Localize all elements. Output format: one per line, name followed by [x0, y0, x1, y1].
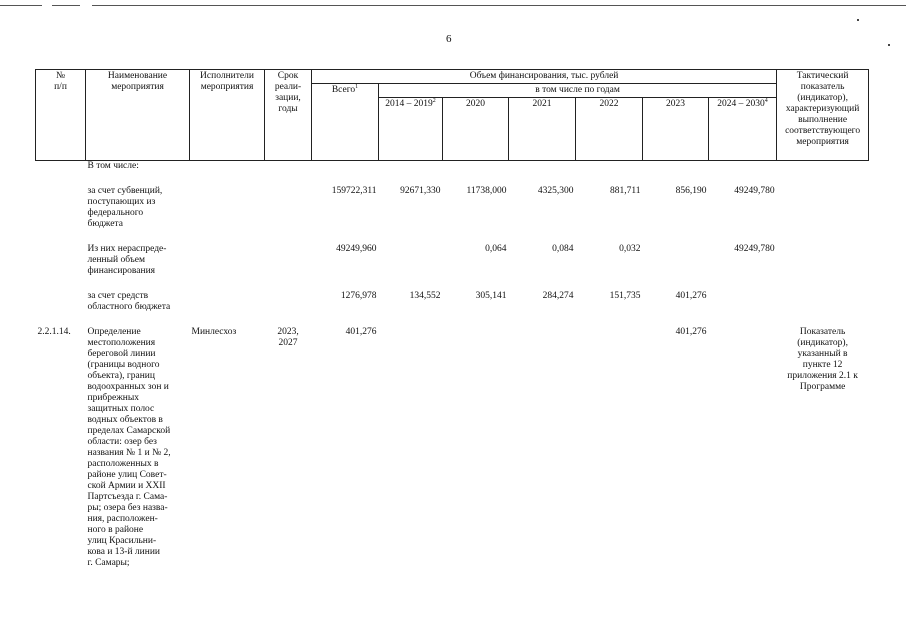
- row-number: [36, 244, 86, 277]
- row-number: 2.2.1.14.: [37, 327, 71, 337]
- header-no: [36, 70, 86, 161]
- header-indicator-text: Тактический показатель (индикатор), характеризующий выполнение соответствующего мероприятия: [785, 71, 861, 147]
- page-number: 6: [446, 33, 452, 45]
- row-spacer-cell: [36, 313, 869, 327]
- amount-2024-2030: [709, 327, 777, 569]
- amount-2014-2019: [379, 327, 443, 569]
- top-border-line: [52, 5, 80, 6]
- table-row: [36, 244, 869, 277]
- amount-2023: [643, 244, 709, 277]
- amount-2021: 0,084: [552, 244, 574, 254]
- header-no-text: № п/п: [54, 71, 67, 92]
- table-header: [36, 70, 869, 161]
- header-year-footnote: 4: [764, 97, 768, 104]
- amount-2024-2030: 49249,780: [734, 186, 775, 196]
- activity-name: Из них нераспреде- ленный объем финансирования: [87, 244, 167, 276]
- header-indicator: [777, 70, 869, 161]
- amount-2023: 856,190: [675, 186, 707, 196]
- row-spacer: [36, 172, 869, 186]
- header-year: [643, 98, 709, 161]
- header-year: [509, 98, 576, 161]
- table-row: [36, 291, 869, 313]
- activity-name: за счет средств областного бюджета: [87, 291, 171, 312]
- total-amount: 401,276: [345, 327, 377, 337]
- amount-2014-2019: [379, 161, 443, 173]
- scan-speck: [888, 44, 890, 46]
- indicator-text: [777, 244, 869, 277]
- amount-2024-2030: [709, 161, 777, 173]
- amount-2014-2019: 92671,330: [400, 186, 441, 196]
- table-row: [36, 186, 869, 230]
- amount-2022: [576, 161, 643, 173]
- amount-2023: [643, 161, 709, 173]
- header-year: [379, 98, 443, 161]
- executor: Минлесхоз: [191, 327, 237, 337]
- row-number: [36, 291, 86, 313]
- activity-name: за счет субвенций, поступающих из федерального бюджета: [87, 186, 163, 229]
- indicator-text: [777, 291, 869, 313]
- total-amount: 159722,311: [331, 186, 377, 196]
- header-by-years: в том числе по годам: [379, 84, 777, 98]
- total-amount: 1276,978: [340, 291, 377, 301]
- indicator-text: Показатель (индикатор), указанный в пункте 12 приложения 2.1 к Программе: [787, 327, 858, 392]
- amount-2020: 0,064: [485, 244, 507, 254]
- amount-2022: 881,711: [609, 186, 641, 196]
- amount-2020: [443, 327, 509, 569]
- header-year: [709, 98, 777, 161]
- amount-2020: 305,141: [475, 291, 507, 301]
- header-year-footnote: 2: [432, 97, 436, 104]
- header-executors-text: Исполнители мероприятия: [200, 71, 254, 92]
- row-number: [36, 186, 86, 230]
- term-years: [265, 291, 312, 313]
- header-funding: Объем финансирования, тыс. рублей: [312, 70, 777, 84]
- activity-name: В том числе:: [87, 161, 139, 171]
- amount-2014-2019: [379, 244, 443, 277]
- amount-2022: 0,032: [619, 244, 641, 254]
- amount-2023: 401,276: [675, 291, 707, 301]
- amount-2022: [576, 327, 643, 569]
- total-amount: 49249,960: [336, 244, 377, 254]
- amount-2020: 11738,000: [466, 186, 507, 196]
- header-total: [312, 84, 379, 161]
- top-border-line: [0, 5, 42, 6]
- table-body: [36, 161, 869, 570]
- row-spacer: [36, 277, 869, 291]
- header-total-text: Всего: [331, 85, 356, 95]
- row-spacer: [36, 313, 869, 327]
- term-years: [265, 161, 312, 173]
- row-spacer: [36, 230, 869, 244]
- amount-2014-2019: 134,552: [409, 291, 441, 301]
- header-year: [443, 98, 509, 161]
- table-row: [36, 327, 869, 569]
- header-year-label: 2024 – 2030: [717, 99, 765, 109]
- amount-2021: 284,274: [542, 291, 574, 301]
- term-years: [265, 244, 312, 277]
- amount-2021: [509, 327, 576, 569]
- header-year: [576, 98, 643, 161]
- amount-2023: 401,276: [675, 327, 707, 337]
- header-year-label: 2020: [466, 99, 485, 109]
- executor: [190, 186, 265, 230]
- top-border-line: [92, 5, 906, 6]
- executor: [190, 161, 265, 173]
- header-term-text: Срок реали- зации, годы: [274, 71, 302, 114]
- amount-2021: 4325,300: [537, 186, 574, 196]
- row-spacer-cell: [36, 230, 869, 244]
- header-year-label: 2022: [599, 99, 619, 109]
- executor: [190, 244, 265, 277]
- header-year-label: 2021: [532, 99, 552, 109]
- term-years: [265, 186, 312, 230]
- header-executors: [190, 70, 265, 161]
- activity-name: Определение местоположения береговой линии (границы водного объекта), границ водоохранных зон и прибрежных защитных полос водных объектов в пределах Самарской области: озер без названия № 1 и № 2, расположенных в районе улиц Совет- ской Армии и XXII Партсъезда г. Сама- ры; озера без назва- ния, расположен- ного в районе улиц Красильни- кова и 13-й линии г. Самары;: [87, 327, 171, 568]
- amount-2020: [443, 161, 509, 173]
- funding-table: [35, 69, 869, 569]
- indicator-text: [777, 186, 869, 230]
- row-spacer-cell: [36, 277, 869, 291]
- amount-2024-2030: [709, 291, 777, 313]
- header-total-footnote: 1: [355, 83, 359, 90]
- table-row: [36, 161, 869, 173]
- term-years: 2023, 2027: [277, 327, 299, 348]
- header-name: [86, 70, 190, 161]
- header-year-label: 2014 – 2019: [385, 99, 433, 109]
- scan-speck: [857, 19, 859, 21]
- amount-2022: 151,735: [609, 291, 641, 301]
- row-number: [36, 161, 86, 173]
- total-amount: [312, 161, 379, 173]
- indicator-text: [777, 161, 869, 173]
- amount-2024-2030: 49249,780: [734, 244, 775, 254]
- row-spacer-cell: [36, 172, 869, 186]
- header-name-text: Наименование мероприятия: [107, 71, 168, 92]
- header-year-label: 2023: [666, 99, 685, 109]
- amount-2021: [509, 161, 576, 173]
- executor: [190, 291, 265, 313]
- header-term: [265, 70, 312, 161]
